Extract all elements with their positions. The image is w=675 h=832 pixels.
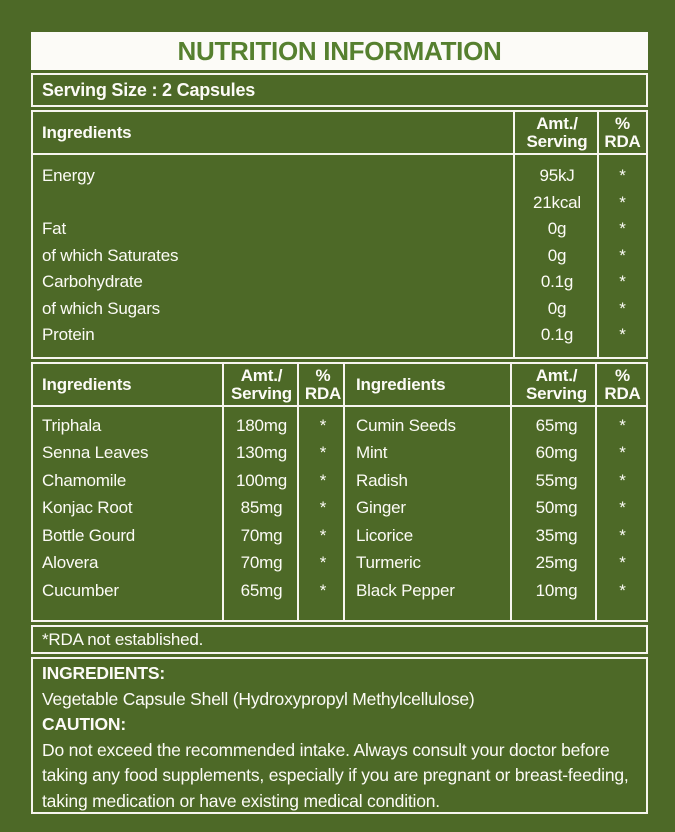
amount-cell: 0g [547, 298, 567, 318]
rda-cell: * [619, 245, 626, 265]
ingredient-name-cell: Energy [42, 166, 95, 186]
header-amount-line1: Amt./ [240, 365, 283, 385]
ingredient-name-cell: Senna Leaves [42, 443, 149, 463]
amount-cell: 130mg [236, 443, 287, 463]
rda-cell: * [619, 192, 626, 212]
amount-cell: 0.1g [540, 325, 574, 345]
amount-cell: 70mg [240, 525, 283, 545]
header-amount-line2: Serving [526, 131, 588, 151]
ingredient-name-cell: Turmeric [356, 553, 421, 573]
rda-cell: * [619, 498, 626, 518]
nutrition-facts-table [31, 110, 648, 359]
amount-cell: 0g [547, 219, 567, 239]
amount-cell: 50mg [535, 498, 578, 518]
table-row [33, 495, 646, 523]
amount-cell: 85mg [240, 498, 283, 518]
rda-cell: * [619, 580, 626, 600]
amount-cell: 60mg [535, 443, 578, 463]
rda-cell: * [619, 553, 626, 573]
ingredient-name-cell: Cumin Seeds [356, 415, 456, 435]
table-row [33, 467, 646, 495]
header-amount-right [514, 364, 599, 405]
ingredient-name-cell: Licorice [356, 525, 413, 545]
ingredient-name-cell: of which Saturates [42, 245, 179, 265]
ingredients-heading: INGREDIENTS: [42, 663, 166, 683]
table-row [33, 163, 646, 190]
ingredient-name-cell: Cucumber [42, 580, 119, 600]
ingredient-name-cell: of which Sugars [42, 298, 160, 318]
header-rda-line2: RDA [304, 383, 342, 403]
header-rda-left [299, 364, 347, 405]
rda-cell: * [319, 553, 327, 573]
header-ingredients-right: Ingredients [356, 374, 446, 394]
table-row [33, 269, 646, 296]
table-row [33, 522, 646, 550]
header-amount [515, 112, 599, 153]
column-divider [510, 364, 512, 620]
rda-cell: * [619, 415, 626, 435]
table-row [33, 550, 646, 578]
ingredient-name-cell: Fat [42, 219, 66, 239]
ingredient-name-cell: Bottle Gourd [42, 525, 136, 545]
amount-cell: 180mg [236, 415, 287, 435]
amount-cell: 70mg [240, 553, 283, 573]
amount-cell: 35mg [535, 525, 578, 545]
header-amount-line1: Amt./ [535, 365, 578, 385]
amount-cell: 95kJ [539, 166, 575, 186]
nutrition-label [31, 32, 648, 817]
header-amount-line1: Amt./ [536, 113, 578, 133]
amount-cell: 65mg [240, 580, 283, 600]
header-ingredients-left: Ingredients [42, 374, 132, 394]
rda-note-bar [31, 625, 648, 654]
caution-text: Do not exceed the recommended intake. Always consult your doctor before taking any food supplements, especially if you are pregnant or breast-feeding, taking medication or have existing medical condition. [42, 739, 629, 811]
ingredient-name-cell: Ginger [356, 498, 406, 518]
header-rda-line1: % [615, 113, 630, 133]
ingredient-name-cell: Protein [42, 325, 95, 345]
amount-cell: 10mg [535, 580, 578, 600]
column-divider [343, 364, 345, 620]
header-rda-line1: % [615, 365, 630, 385]
column-divider [513, 112, 515, 357]
herbal-table-body [33, 407, 646, 620]
table-row [33, 412, 646, 440]
header-rda-line1: % [315, 365, 331, 385]
column-divider [597, 112, 599, 357]
header-rda-line2: RDA [604, 131, 641, 151]
footer-panel [31, 657, 648, 814]
rda-note-text: *RDA not established. [42, 629, 204, 649]
amount-cell: 21kcal [533, 192, 581, 212]
header-ingredients: Ingredients [42, 122, 132, 142]
table-row [33, 296, 646, 323]
ingredient-name-cell: Black Pepper [356, 580, 455, 600]
rda-cell: * [319, 525, 327, 545]
title-bar [31, 32, 648, 70]
nutrition-table-header [33, 112, 646, 155]
ingredient-name-cell: Konjac Root [42, 498, 133, 518]
herbal-table-header [33, 364, 646, 407]
ingredients-text: Vegetable Capsule Shell (Hydroxypropyl Methylcellulose) [42, 688, 475, 709]
serving-size-label: Serving Size : 2 Capsules [42, 79, 256, 100]
header-rda-line2: RDA [604, 383, 641, 403]
table-row [33, 243, 646, 270]
amount-cell: 100mg [236, 470, 287, 490]
column-divider [222, 364, 224, 620]
rda-cell: * [619, 166, 626, 186]
amount-cell: 25mg [535, 553, 578, 573]
caution-heading: CAUTION: [42, 714, 126, 734]
page-title: NUTRITION INFORMATION [177, 35, 502, 66]
ingredient-name-cell: Mint [356, 443, 388, 463]
ingredient-name-cell: Carbohydrate [42, 272, 143, 292]
table-row [33, 440, 646, 468]
table-row [33, 577, 646, 605]
table-row [33, 216, 646, 243]
header-amount-line2: Serving [526, 383, 587, 403]
rda-cell: * [619, 470, 626, 490]
column-divider [297, 364, 299, 620]
ingredient-name-cell: Alovera [42, 553, 99, 573]
amount-cell: 65mg [535, 415, 578, 435]
amount-cell: 0g [547, 245, 567, 265]
table-row [33, 190, 646, 217]
rda-cell: * [319, 443, 327, 463]
ingredient-name-cell: Radish [356, 470, 408, 490]
rda-cell: * [619, 298, 626, 318]
rda-cell: * [619, 443, 626, 463]
rda-cell: * [319, 580, 327, 600]
serving-size-bar [31, 73, 648, 107]
rda-cell: * [619, 219, 626, 239]
ingredient-name-cell: Chamomile [42, 470, 127, 490]
ingredient-name-cell: Triphala [42, 415, 102, 435]
rda-cell: * [319, 415, 327, 435]
header-rda-right [599, 364, 646, 405]
header-amount-left [224, 364, 299, 405]
header-rda [599, 112, 646, 153]
amount-cell: 55mg [535, 470, 578, 490]
rda-cell: * [319, 498, 327, 518]
amount-cell: 0.1g [540, 272, 574, 292]
rda-cell: * [619, 325, 626, 345]
rda-cell: * [619, 272, 626, 292]
table-row [33, 322, 646, 349]
column-divider [595, 364, 597, 620]
rda-cell: * [319, 470, 327, 490]
herbal-ingredients-table [31, 362, 648, 622]
nutrition-table-body [33, 155, 646, 357]
rda-cell: * [619, 525, 626, 545]
header-amount-line2: Serving [231, 383, 292, 403]
